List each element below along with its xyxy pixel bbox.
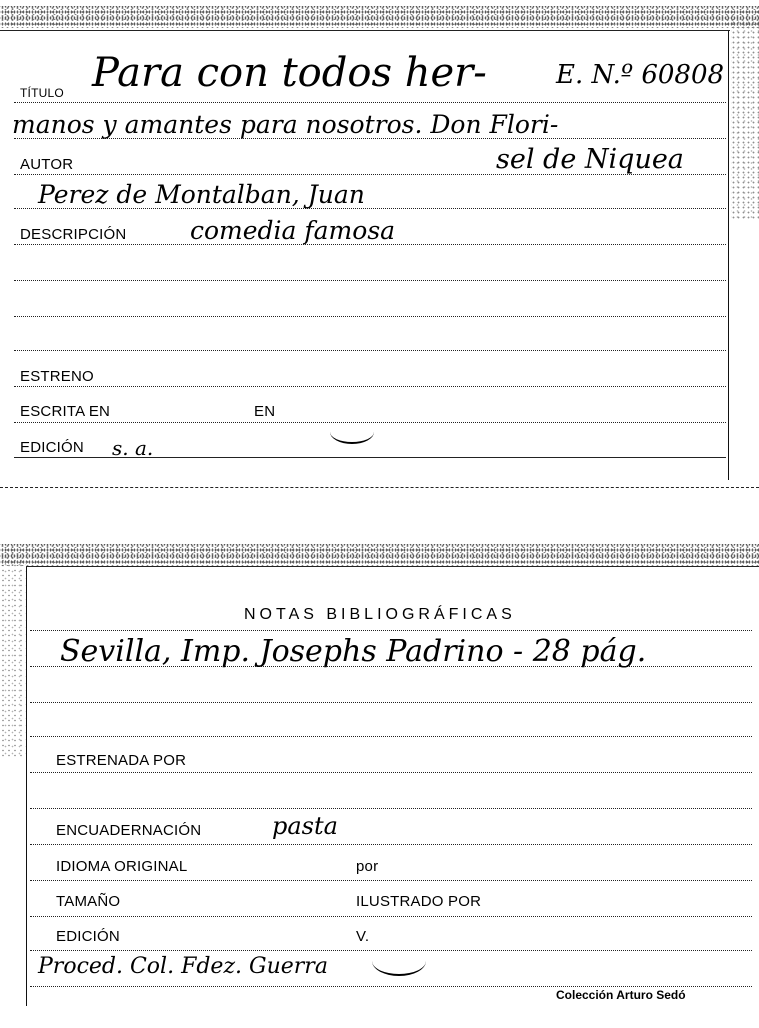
card-border-top bbox=[0, 30, 730, 31]
handwritten-binding: pasta bbox=[272, 812, 338, 840]
catalog-card-front bbox=[0, 0, 759, 494]
label-tamano: TAMAÑO bbox=[56, 893, 121, 910]
handwritten-title-line2: manos y amantes para nosotros. Don Flori- bbox=[12, 110, 559, 139]
label-edicion: EDICIÓN bbox=[20, 439, 84, 456]
rule-line bbox=[30, 702, 752, 703]
rule-line bbox=[14, 102, 726, 103]
rule-line bbox=[30, 736, 752, 737]
label-idioma-original: IDIOMA ORIGINAL bbox=[56, 858, 188, 875]
label-en: EN bbox=[254, 403, 276, 420]
ring-hole-mark bbox=[330, 420, 374, 444]
handwritten-title-line1: Para con todos her- bbox=[92, 50, 487, 96]
rule-line bbox=[14, 386, 726, 387]
card-bottom-edge bbox=[0, 487, 759, 488]
rule-line bbox=[30, 844, 752, 845]
rule-line bbox=[30, 630, 752, 631]
rule-line bbox=[30, 880, 752, 881]
label-encuadernacion: ENCUADERNACIÓN bbox=[56, 822, 202, 839]
rule-line bbox=[30, 772, 752, 773]
label-titulo: TÍTULO bbox=[20, 86, 64, 100]
notes-heading: NOTAS BIBLIOGRÁFICAS bbox=[244, 606, 516, 623]
card-border-left bbox=[26, 566, 27, 1006]
label-por: por bbox=[356, 858, 379, 875]
card-border-top bbox=[26, 566, 759, 567]
rule-line bbox=[30, 808, 752, 809]
rule-line bbox=[30, 916, 752, 917]
rule-line bbox=[14, 350, 726, 351]
label-descripcion: DESCRIPCIÓN bbox=[20, 226, 127, 243]
handwritten-description: comedia famosa bbox=[190, 216, 396, 245]
catalog-card-back bbox=[0, 538, 759, 1028]
ring-hole-mark bbox=[372, 946, 426, 976]
collection-footer: Colección Arturo Sedó bbox=[556, 988, 686, 1002]
handwritten-author: Perez de Montalban, Juan bbox=[38, 180, 365, 209]
label-estrenada-por: ESTRENADA POR bbox=[56, 752, 187, 769]
handwritten-provenance: Proced. Col. Fdez. Guerra bbox=[38, 954, 328, 979]
handwritten-catalog-number: E. N.º 60808 bbox=[556, 60, 725, 90]
scan-noise-left bbox=[0, 558, 26, 758]
handwritten-title-line3: sel de Niquea bbox=[496, 144, 684, 175]
label-edicion-back: EDICIÓN bbox=[56, 928, 120, 945]
rule-line bbox=[14, 316, 726, 317]
rule-line bbox=[30, 986, 752, 987]
scan-noise-top bbox=[0, 544, 759, 566]
handwritten-notes: Sevilla, Imp. Josephs Padrino - 28 pág. bbox=[60, 634, 647, 669]
scan-noise-top bbox=[0, 6, 759, 28]
label-estreno: ESTRENO bbox=[20, 368, 94, 385]
scan-noise-right bbox=[731, 20, 759, 220]
rule-line bbox=[14, 280, 726, 281]
label-ilustrado-por: ILUSTRADO POR bbox=[356, 893, 482, 910]
handwritten-edition: s. a. bbox=[112, 436, 154, 460]
label-escrita-en: ESCRITA EN bbox=[20, 403, 111, 420]
label-autor: AUTOR bbox=[20, 156, 74, 173]
label-v: V. bbox=[356, 928, 370, 945]
card-border-right bbox=[728, 30, 729, 480]
